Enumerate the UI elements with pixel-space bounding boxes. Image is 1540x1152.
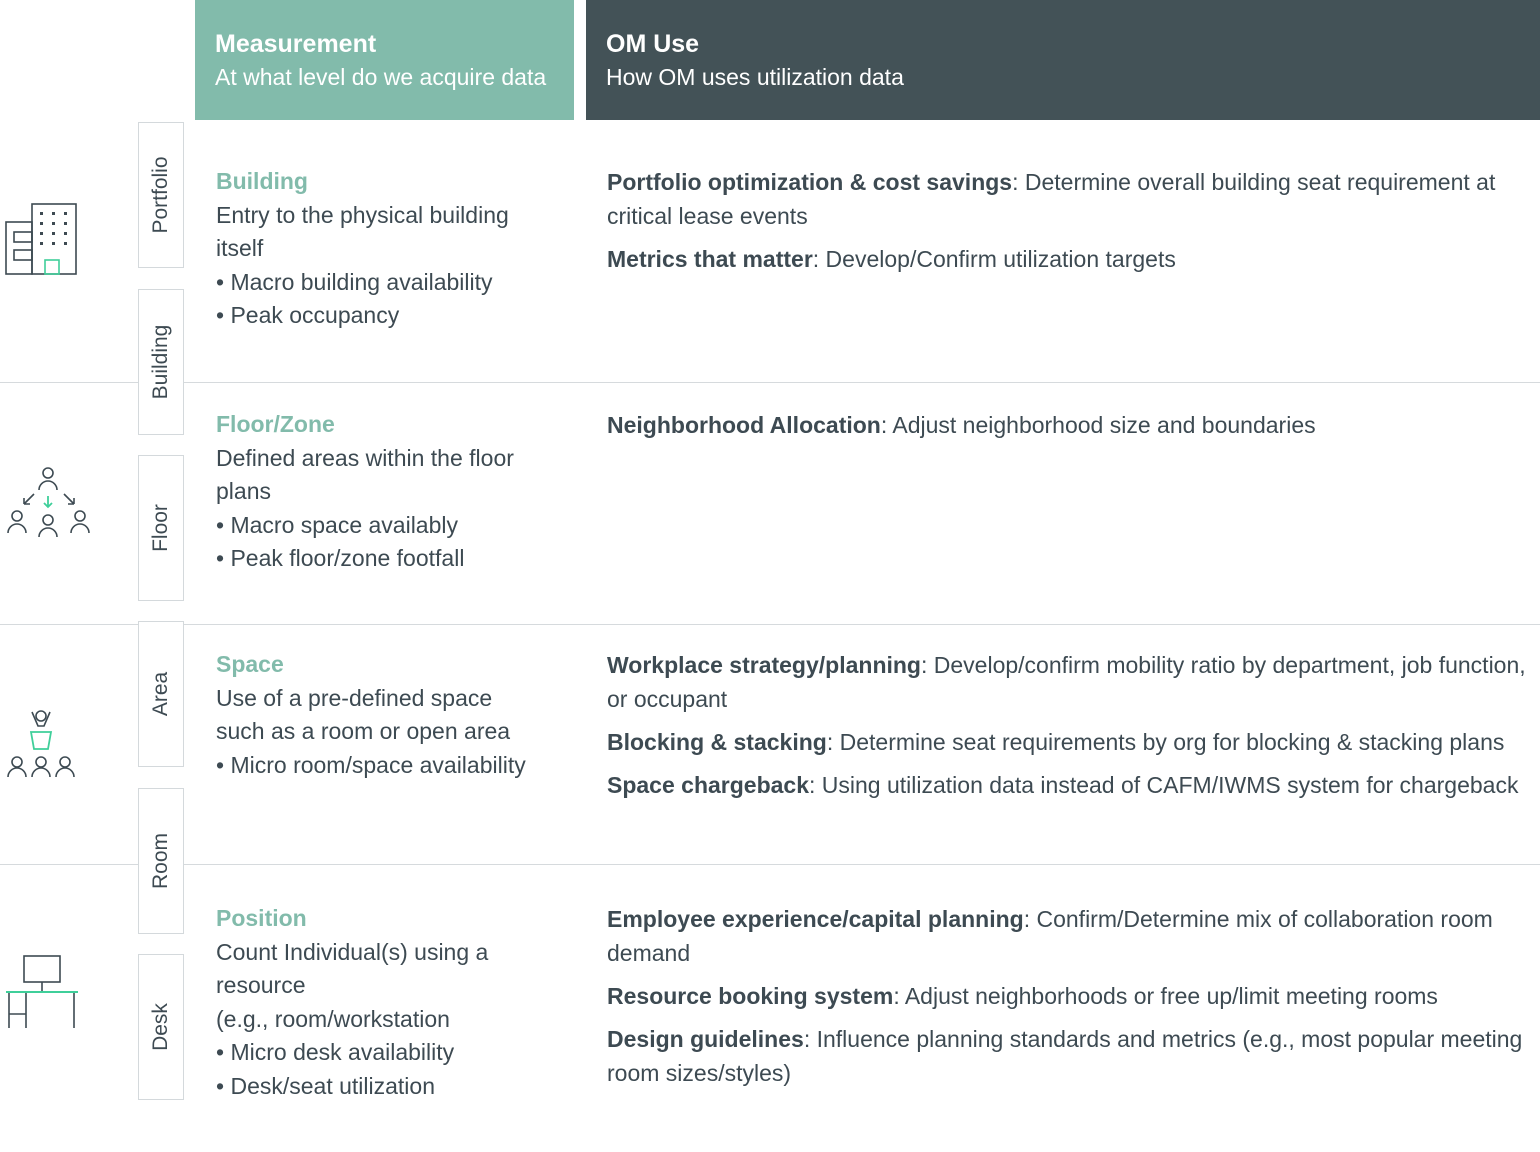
- om-use-label: Design guidelines: [607, 1026, 804, 1052]
- measurement-bullet: • Micro desk availability: [216, 1036, 566, 1070]
- om-use-header-title: OM Use: [606, 30, 700, 58]
- measurement-description-line: resource: [216, 972, 306, 998]
- om-use-text: : Develop/confirm mobility ratio by department, job function, or occupant: [607, 652, 1526, 712]
- presenter-group-icon: [4, 706, 78, 780]
- om-use-item: [607, 1022, 1537, 1090]
- om-use-cell-floor-zone: [607, 408, 1537, 451]
- om-use-label: Employee experience/capital planning: [607, 906, 1024, 932]
- om-use-item: [607, 408, 1537, 442]
- measurement-bullet: • Micro room/space availability: [216, 749, 566, 783]
- level-tab-label: Building: [149, 324, 172, 400]
- people-distribution-icon: [4, 464, 94, 538]
- om-use-label: Neighborhood Allocation: [607, 412, 881, 438]
- measurement-description-line: Use of a pre-defined space: [216, 684, 493, 711]
- measurement-title: Space: [216, 651, 284, 677]
- om-use-text: : Confirm/Determine mix of collaboration room demand: [607, 906, 1493, 966]
- om-use-label: Portfolio optimization & cost savings: [607, 169, 1013, 195]
- row-divider: [0, 864, 1540, 865]
- om-use-label: Metrics that matter: [607, 246, 813, 272]
- measurement-cell-building: [216, 165, 566, 333]
- om-use-text: : Adjust neighborhood size and boundaries: [880, 412, 1316, 438]
- om-use-text: : Determine seat requirements by org for blocking & stacking plans: [826, 729, 1505, 755]
- measurement-cell-position: [216, 902, 566, 1103]
- measurement-title: Floor/Zone: [216, 411, 335, 437]
- level-tab-floor: [138, 455, 184, 601]
- om-use-label: Workplace strategy/planning: [607, 652, 921, 678]
- measurement-header-subtitle: At what level do we acquire data: [215, 64, 547, 90]
- level-tab-building: [138, 289, 184, 435]
- om-use-item: [607, 165, 1537, 233]
- om-use-label: Resource booking system: [607, 983, 894, 1009]
- level-tab-label: Room: [149, 832, 172, 890]
- row-divider: [0, 624, 1540, 625]
- om-use-label: Space chargeback: [607, 772, 810, 798]
- om-use-header: [586, 0, 1540, 120]
- om-use-item: [607, 979, 1537, 1013]
- building-icon: [4, 202, 78, 278]
- om-use-cell-space: [607, 648, 1537, 811]
- measurement-header: [195, 0, 574, 120]
- measurement-bullet: • Macro space availably: [216, 509, 566, 543]
- om-use-item: [607, 768, 1537, 802]
- om-use-text: : Influence planning standards and metrics (e.g., most popular meeting room sizes/styles): [607, 1026, 1523, 1086]
- om-use-item: [607, 648, 1537, 716]
- level-tab-label: Portfolio: [149, 156, 172, 234]
- om-use-text: : Determine overall building seat requirement at critical lease events: [607, 169, 1496, 229]
- om-use-cell-position: [607, 902, 1537, 1099]
- measurement-bullet: • Peak floor/zone footfall: [216, 542, 566, 576]
- measurement-bullet: • Macro building availability: [216, 266, 566, 300]
- om-use-item: [607, 242, 1537, 276]
- om-use-text: : Using utilization data instead of CAFM/IWMS system for chargeback: [809, 772, 1519, 798]
- measurement-bullet: • Peak occupancy: [216, 299, 566, 333]
- level-tab-label: Desk: [149, 1003, 172, 1051]
- om-use-cell-building: [607, 165, 1537, 285]
- measurement-cell-space: [216, 648, 566, 782]
- om-use-header-subtitle: How OM uses utilization data: [606, 64, 904, 90]
- om-use-text: : Adjust neighborhoods or free up/limit meeting rooms: [893, 983, 1438, 1009]
- level-tab-desk: [138, 954, 184, 1100]
- level-tab-area: [138, 621, 184, 767]
- desk-workstation-icon: [4, 952, 80, 1030]
- measurement-title: Position: [216, 905, 307, 931]
- level-tab-label: Area: [149, 671, 172, 717]
- om-use-label: Blocking & stacking: [607, 729, 827, 755]
- level-tab-label: Floor: [149, 504, 172, 552]
- measurement-description-line: itself: [216, 235, 264, 261]
- measurement-description-line: Defined areas within the floor: [216, 444, 514, 471]
- measurement-description-line: plans: [216, 478, 271, 504]
- measurement-header-title: Measurement: [215, 30, 377, 58]
- measurement-title: Building: [216, 168, 308, 194]
- level-tab-room: [138, 788, 184, 934]
- measurement-description-line: (e.g., room/workstation: [216, 1005, 450, 1032]
- row-divider: [0, 382, 1540, 383]
- level-tab-portfolio: [138, 122, 184, 268]
- om-use-text: : Develop/Confirm utilization targets: [812, 246, 1176, 272]
- measurement-description-line: Count Individual(s) using a: [216, 938, 489, 965]
- measurement-cell-floor-zone: [216, 408, 566, 576]
- om-use-item: [607, 902, 1537, 970]
- measurement-description-line: Entry to the physical building: [216, 201, 509, 228]
- measurement-bullet: • Desk/seat utilization: [216, 1070, 566, 1104]
- om-use-item: [607, 725, 1537, 759]
- measurement-description-line: such as a room or open area: [216, 718, 511, 744]
